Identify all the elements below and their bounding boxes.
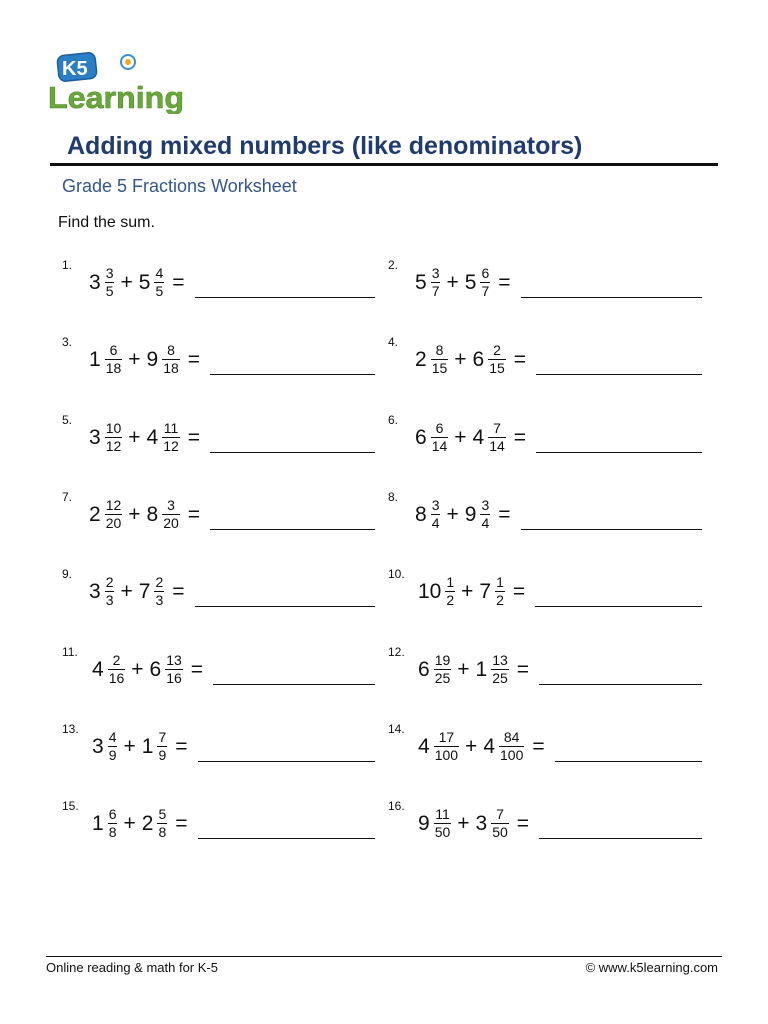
answer-line[interactable] (536, 374, 702, 375)
fraction (480, 266, 490, 299)
answer-line[interactable] (213, 684, 375, 685)
worksheet-subtitle: Grade 5 Fractions Worksheet (62, 176, 297, 196)
answer-line[interactable] (210, 374, 375, 375)
whole-number: 2 (415, 347, 427, 371)
problem-number: 5. (62, 413, 73, 427)
whole-number: 6 (149, 657, 162, 681)
fraction (165, 653, 183, 686)
denominator: 20 (163, 515, 179, 531)
footer-website: © www.k5learning.com (585, 960, 718, 975)
denominator: 8 (108, 824, 117, 840)
numerator: 84 (503, 729, 520, 745)
equals-sign: = (187, 502, 201, 526)
whole-number: 4 (472, 425, 485, 449)
fraction (445, 575, 455, 608)
mixed-number-expression (415, 266, 511, 299)
fraction (105, 575, 115, 608)
svg-text:K5: K5 (62, 58, 88, 80)
problem-number: 1. (62, 258, 73, 272)
title-divider (50, 163, 718, 166)
equals-sign: = (516, 811, 530, 835)
whole-number: 2 (89, 502, 101, 526)
page-title: Adding mixed numbers (like denominators) (67, 132, 583, 160)
fraction (162, 343, 180, 376)
whole-number: 7 (479, 579, 492, 603)
denominator: 4 (431, 515, 440, 531)
numerator: 7 (158, 729, 167, 745)
whole-number: 5 (138, 270, 151, 294)
answer-line[interactable] (210, 452, 375, 453)
whole-number: 5 (464, 270, 477, 294)
answer-line[interactable] (521, 529, 702, 530)
mixed-number-expression (92, 807, 188, 840)
denominator: 3 (155, 592, 164, 608)
denominator: 12 (105, 438, 122, 454)
mixed-number-expression (89, 498, 200, 531)
fraction (495, 575, 505, 608)
problem-item (388, 413, 702, 473)
plus-sign: + (446, 270, 459, 294)
whole-number: 3 (475, 811, 488, 835)
whole-number: 3 (89, 270, 101, 294)
numerator: 8 (435, 342, 444, 358)
whole-number: 7 (138, 579, 151, 603)
whole-number: 6 (415, 425, 427, 449)
denominator: 7 (481, 283, 490, 299)
denominator: 3 (105, 592, 114, 608)
numerator: 6 (435, 420, 444, 436)
problem-number: 2. (388, 258, 399, 272)
problem-item (388, 567, 702, 627)
fraction (488, 421, 506, 454)
fraction (431, 266, 441, 299)
whole-number: 4 (483, 734, 495, 758)
numerator: 17 (438, 729, 455, 745)
mixed-number-expression (415, 498, 511, 531)
problem-item (388, 258, 702, 318)
numerator: 3 (431, 265, 440, 281)
answer-line[interactable] (198, 761, 375, 762)
whole-number: 6 (472, 347, 485, 371)
instructions: Find the sum. (58, 214, 155, 231)
numerator: 1 (496, 574, 504, 590)
whole-number: 6 (418, 657, 430, 681)
whole-number: 5 (415, 270, 427, 294)
equals-sign: = (512, 579, 526, 603)
plus-sign: + (120, 270, 133, 294)
denominator: 12 (163, 438, 179, 454)
mixed-number-expression (89, 266, 185, 299)
answer-line[interactable] (195, 606, 375, 607)
problem-item (388, 490, 702, 550)
denominator: 9 (108, 747, 117, 763)
plus-sign: + (120, 579, 133, 603)
plus-sign: + (128, 502, 141, 526)
whole-number: 10 (418, 579, 442, 603)
problem-item (388, 799, 702, 859)
denominator: 7 (431, 283, 440, 299)
numerator: 11 (163, 420, 179, 436)
problem-number: 7. (62, 490, 73, 504)
problem-item (62, 490, 375, 550)
answer-line[interactable] (521, 297, 702, 298)
problem-item (388, 335, 702, 395)
problem-item (62, 413, 375, 473)
whole-number: 1 (92, 811, 104, 835)
denominator: 20 (105, 515, 122, 531)
numerator: 2 (155, 574, 164, 590)
svg-text:Learning: Learning (48, 80, 184, 114)
equals-sign: = (516, 657, 530, 681)
whole-number: 3 (89, 425, 101, 449)
fraction (108, 653, 126, 686)
numerator: 6 (108, 806, 117, 822)
fraction (431, 421, 449, 454)
problem-number: 3. (62, 335, 73, 349)
fraction (434, 653, 452, 686)
numerator: 1 (446, 574, 455, 590)
fraction (480, 498, 490, 531)
plus-sign: + (123, 811, 136, 835)
problem-item (388, 645, 702, 705)
answer-line[interactable] (210, 529, 375, 530)
numerator: 2 (112, 652, 121, 668)
problem-item (62, 722, 375, 782)
fraction (491, 807, 509, 840)
numerator: 3 (167, 497, 175, 513)
problem-number: 8. (388, 490, 399, 504)
plus-sign: + (457, 811, 470, 835)
answer-line[interactable] (198, 838, 375, 839)
numerator: 4 (108, 729, 117, 745)
fraction (162, 498, 180, 531)
mixed-number-expression (89, 421, 200, 454)
problem-item (62, 645, 375, 705)
equals-sign: = (498, 502, 511, 526)
mixed-number-expression (92, 730, 188, 763)
plus-sign: + (454, 425, 467, 449)
problem-number: 13. (62, 722, 79, 736)
problem-number: 6. (388, 413, 399, 427)
numerator: 19 (434, 652, 451, 668)
denominator: 50 (434, 824, 451, 840)
equals-sign: = (532, 734, 545, 758)
numerator: 7 (496, 806, 504, 822)
fraction (154, 575, 164, 608)
equals-sign: = (498, 270, 511, 294)
answer-line[interactable] (536, 452, 702, 453)
numerator: 8 (167, 342, 175, 358)
denominator: 15 (431, 360, 448, 376)
problem-item (62, 567, 375, 627)
fraction (157, 807, 167, 840)
fraction (154, 266, 164, 299)
denominator: 14 (489, 438, 505, 454)
whole-number: 4 (418, 734, 430, 758)
numerator: 6 (481, 265, 490, 281)
answer-line[interactable] (539, 684, 702, 685)
whole-number: 3 (92, 734, 104, 758)
plus-sign: + (131, 657, 144, 681)
fraction (491, 653, 509, 686)
mixed-number-expression (415, 343, 526, 376)
numerator: 12 (105, 497, 122, 513)
fraction (105, 498, 123, 531)
problem-number: 4. (388, 335, 399, 349)
numerator: 2 (493, 342, 501, 358)
mixed-number-expression (415, 421, 526, 454)
numerator: 7 (493, 420, 501, 436)
numerator: 11 (435, 806, 450, 822)
problem-item (388, 722, 702, 782)
denominator: 5 (155, 283, 164, 299)
fraction (105, 343, 123, 376)
numerator: 13 (492, 652, 508, 668)
equals-sign: = (172, 579, 185, 603)
denominator: 100 (500, 747, 524, 763)
whole-number: 8 (146, 502, 159, 526)
whole-number: 9 (418, 811, 430, 835)
numerator: 13 (166, 652, 182, 668)
fraction (108, 807, 118, 840)
equals-sign: = (513, 425, 527, 449)
whole-number: 3 (89, 579, 101, 603)
denominator: 2 (496, 592, 504, 608)
plus-sign: + (461, 579, 474, 603)
plus-sign: + (128, 425, 141, 449)
equals-sign: = (175, 811, 188, 835)
numerator: 6 (109, 342, 118, 358)
fraction (157, 730, 167, 763)
plus-sign: + (128, 347, 141, 371)
denominator: 4 (481, 515, 490, 531)
numerator: 3 (431, 497, 440, 513)
whole-number: 4 (146, 425, 159, 449)
denominator: 2 (446, 592, 455, 608)
whole-number: 1 (475, 657, 488, 681)
denominator: 18 (105, 360, 122, 376)
denominator: 16 (108, 670, 125, 686)
problem-number: 15. (62, 799, 79, 813)
equals-sign: = (175, 734, 188, 758)
denominator: 25 (434, 670, 451, 686)
answer-line[interactable] (535, 606, 702, 607)
fraction (105, 266, 115, 299)
denominator: 18 (163, 360, 179, 376)
problem-number: 9. (62, 567, 73, 581)
equals-sign: = (172, 270, 185, 294)
denominator: 100 (434, 747, 459, 763)
fraction (431, 343, 449, 376)
whole-number: 9 (146, 347, 159, 371)
problem-number: 10. (388, 567, 405, 581)
problem-item (62, 335, 375, 395)
plus-sign: + (446, 502, 459, 526)
fraction (162, 421, 180, 454)
denominator: 25 (492, 670, 508, 686)
answer-line[interactable] (195, 297, 375, 298)
numerator: 4 (155, 265, 164, 281)
plus-sign: + (123, 734, 136, 758)
plus-sign: + (454, 347, 467, 371)
whole-number: 2 (141, 811, 154, 835)
denominator: 8 (158, 824, 167, 840)
equals-sign: = (187, 347, 201, 371)
equals-sign: = (187, 425, 201, 449)
fraction (431, 498, 441, 531)
footer-divider (46, 956, 722, 957)
numerator: 2 (105, 574, 114, 590)
problem-number: 14. (388, 722, 405, 736)
whole-number: 4 (92, 657, 104, 681)
denominator: 9 (158, 747, 167, 763)
equals-sign: = (513, 347, 527, 371)
mixed-number-expression (418, 730, 545, 763)
whole-number: 1 (141, 734, 154, 758)
denominator: 15 (489, 360, 505, 376)
numerator: 10 (105, 420, 122, 436)
fraction (108, 730, 118, 763)
problem-item (62, 258, 375, 318)
plus-sign: + (457, 657, 470, 681)
mixed-number-expression (89, 343, 200, 376)
whole-number: 9 (464, 502, 477, 526)
problem-item (62, 799, 375, 859)
answer-line[interactable] (539, 838, 702, 839)
denominator: 14 (431, 438, 448, 454)
denominator: 16 (166, 670, 182, 686)
problem-number: 16. (388, 799, 405, 813)
mixed-number-expression (418, 807, 529, 840)
answer-line[interactable] (555, 761, 702, 762)
denominator: 50 (492, 824, 508, 840)
mixed-number-expression (418, 653, 529, 686)
mixed-number-expression (89, 575, 185, 608)
fraction (434, 807, 452, 840)
k5-learning-logo (46, 50, 188, 114)
equals-sign: = (190, 657, 204, 681)
numerator: 3 (105, 265, 114, 281)
numerator: 5 (158, 806, 167, 822)
denominator: 5 (105, 283, 114, 299)
whole-number: 1 (89, 347, 101, 371)
mixed-number-expression (418, 575, 525, 608)
mixed-number-expression (92, 653, 203, 686)
fraction (488, 343, 506, 376)
problem-number: 11. (62, 645, 78, 659)
fraction (434, 730, 459, 763)
footer-tagline: Online reading & math for K-5 (46, 960, 218, 975)
numerator: 3 (481, 497, 490, 513)
plus-sign: + (465, 734, 478, 758)
fraction (105, 421, 123, 454)
whole-number: 8 (415, 502, 427, 526)
problem-number: 12. (388, 645, 405, 659)
fraction (499, 730, 524, 763)
